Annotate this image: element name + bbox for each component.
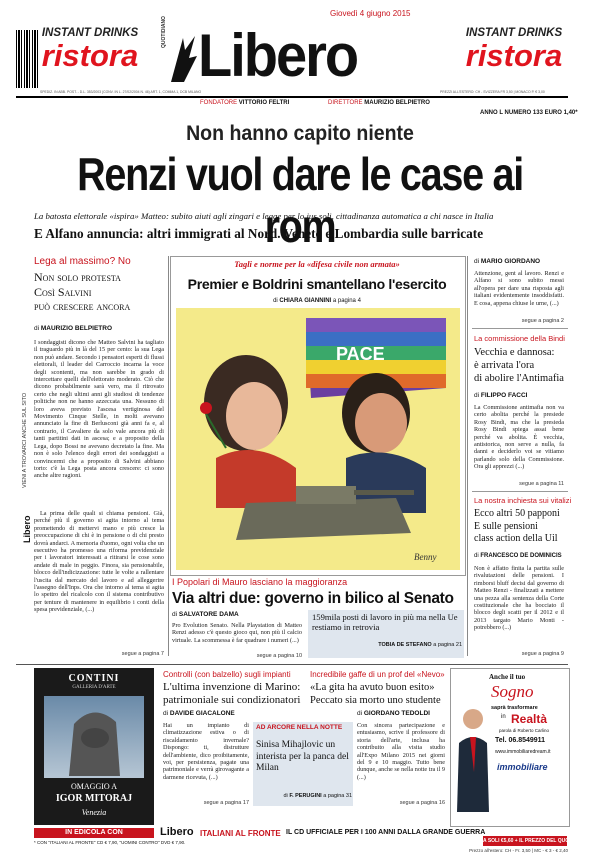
right-kicker-3: La nostra inchiesta sui vitalizi <box>474 496 572 505</box>
left-author-name: MAURIZIO BELPIETRO <box>40 325 113 332</box>
lead-subhead: La batosta elettorale «ispira» Matteo: subito aiuti agli zingari e legge per lo ius soli, cittadinanza automatica a chi nasce in Italia <box>34 211 494 221</box>
right-title-3-line3: class action della Uil <box>474 533 558 544</box>
middle-kicker: I Popolari di Mauro lasciano la maggioranza <box>172 577 348 587</box>
issue-info: ANNO L NUMERO 133 EURO 1,40* <box>480 110 578 116</box>
right-title-2-line1: Vecchia e dannosa: <box>474 347 555 358</box>
right-title-2-line3: di abolire l'Antimafia <box>474 373 564 384</box>
left-title-line2: Così Salvini <box>34 284 92 299</box>
cartoon-woman-face <box>226 382 282 450</box>
side-site-logo-text: Libero <box>22 515 32 543</box>
ad-contini-sculpture <box>44 696 144 778</box>
left-author <box>34 325 112 332</box>
ad-contini[interactable] <box>34 668 154 825</box>
director-line <box>328 100 430 106</box>
right-continue-3[interactable]: segue a pagina 9 <box>521 651 564 657</box>
divider <box>168 256 169 656</box>
bottom-1-body: Hai un impianto di climatizzazione estiva o di riscaldamento invernale? Dispongo: ti, distrutture dell'ambiente, dico proibitamente, voi, per persistenza, pagate una patrimoniale e verrà girovagante a darmene ricevuta, (...) <box>163 722 249 781</box>
middle-headline: Via altri due: governo in bilico al Senato <box>172 590 454 607</box>
divider <box>16 664 568 665</box>
bottom-2-body: Con sincera partecipazione e entusiasmo, scrive il professore di storia dell'arte, inclusa ha contribuito alla visita studio all'Expo Milano 2015 nei giorni del 9 e 10 maggio. Tutto bene dunque, anche se nella notte tra il 9 (...) <box>357 722 445 781</box>
right-body-3: Non è affatto finita la partita sulle rivalutazioni delle pensioni. I rimborsi bluff decisi dal governo di Matteo Renzi - finalizzati a mettere una pezza alla sentenza della Corte costituzionale che ha bocciato il blocco degli scatti per il 2012 e il 2013 targato Mario Monti - potrebbero (...) <box>474 565 564 632</box>
right-title-2 <box>474 346 569 385</box>
right-author-1-name: MARIO GIORDANO <box>480 258 541 265</box>
ad-immo-tel: Tel. 06.8549911 <box>495 737 546 744</box>
center-author-suffix: a pagina 4 <box>332 298 361 304</box>
ad-left-logo: ristora <box>41 38 139 73</box>
cartoon-tank <box>236 498 411 540</box>
bottom-3-title: Sinisa Mihajlovic un interista per la panca del Milan <box>256 740 349 773</box>
director-label: DIRETTORE <box>328 100 363 106</box>
left-kicker: Lega al massimo? No <box>34 256 131 267</box>
footer-price: A SOLI €5,60 + IL PREZZO DEL QUOTIDIANO <box>483 838 590 844</box>
right-author-1 <box>474 258 540 265</box>
masthead-date: Giovedì 4 giugno 2015 <box>330 9 411 18</box>
right-title-2-line2: è arrivata l'ora <box>474 360 535 371</box>
middle-author-prefix: di <box>172 611 178 618</box>
masthead-small-right: PREZZI ALL'ESTERO: CH - SVIZZERA FR 3,50 | MONACO P. € 3,00 <box>440 90 545 94</box>
middle-box-byline <box>312 642 462 648</box>
lead-headline: Renzi vuol dare le case ai rom <box>77 148 523 252</box>
footer-in-edicola: IN EDICOLA CON <box>65 829 123 836</box>
ad-immo-brand: immobiliare <box>497 762 548 772</box>
ad-contini-line3: Venezia <box>81 808 107 817</box>
bottom-2-author-name: GIORDANO TEDOLDI <box>363 710 430 717</box>
left-body: I sondaggisti dicono che Matteo Salvini ha tagliato il traguardo più in là del 15 per cento: la sua Lega non può andare. Secondo i pensatori esperti di flussi elettorali, il leader del Carroccio incarna la voce degli scontenti, ma non sarebbe in grado di intercettare quelli dell'elettorato moderato. Ciò che dicono probabilmente sarà vero, ma il ritrovato certo che negli ultimi anni gli studiosi di tendenze politiche non ne hanno azzeccata una. Nessuno di loro aveva previsto l'ascesa vertiginosa del Movimento Cinque Stelle, in molti avevano annunciato la fine di Berlusconi già anni fa e, al contrario, il Cavaliere da solo vale ancora più di tanti partitini dati in ascesa; e a proposito della Lega, dopo Bossi ne avevano decretato la fine. Ma non è solo l'elenco degli errori dei sondaggisti a convincermi che a proposito di Salvini abbiano torto: c'è la Lega posta ancora crescere: ci sono anche altre ragioni. <box>34 339 164 480</box>
bottom-1-author-prefix: di <box>163 710 169 717</box>
bottom-2-kicker: Incredibile gaffe di un prof del «Nevo» <box>310 670 445 679</box>
right-author-2 <box>474 392 527 399</box>
ad-immo-portrait <box>455 697 491 812</box>
right-body-2: La Commissione antimafia non va certo abolita perché la presiede Rosy Bindi, ma che la presieda Rosy Bindi spiega assai bene perché va abolita. È vecchia, antistorica, non serve a nulla, fa danni e deciderlo voi se vitiamo parlando solo della Commissione. Ora gli apprezzi (...) <box>474 404 564 471</box>
ad-immo-line2: saprà trasformare <box>491 705 538 711</box>
cartoon-rose <box>200 402 212 414</box>
cartoon-svg <box>176 308 460 570</box>
left-continue[interactable]: segue a pagina 7 <box>121 651 164 657</box>
ad-immobiliare[interactable] <box>450 668 570 827</box>
bottom-2-author-prefix: di <box>357 710 363 717</box>
ad-right-line1: INSTANT DRINKS <box>465 27 563 39</box>
footer-logo: Libero <box>160 826 194 838</box>
ad-immo-line1: Anche il tuo <box>489 673 526 681</box>
ad-contini-line2: IGOR MITORAJ <box>55 793 133 804</box>
right-title-3 <box>474 508 569 546</box>
barcode <box>16 30 38 88</box>
right-author-3-prefix: di <box>474 553 479 559</box>
ad-contini-subtitle: GALLERIA D'ARTE <box>72 685 116 690</box>
bottom-2-continue[interactable]: segue a pagina 16 <box>399 800 445 806</box>
side-promo-label: VIENI A TROVARCI ANCHE SUL SITO <box>22 392 28 488</box>
footer-center-red: ITALIANI AL FRONTE <box>200 829 281 838</box>
ad-contini-line1: OMAGGIO A <box>71 782 117 791</box>
ad-immo-web: www.immobiliaredream.it <box>495 749 551 755</box>
center-kicker: Tagli e norme per la «difesa civile non armata» <box>234 259 400 269</box>
bottom-1-author-name: DAVIDE GIACALONE <box>169 710 235 717</box>
bottom-2-title: «La gita ha avuto buon esito» Peccato sia morto uno studente <box>310 682 441 706</box>
bottom-3-author-prefix: di <box>283 793 288 799</box>
masthead-side-word: QUOTIDIANO <box>161 16 167 48</box>
left-author-prefix: di <box>34 325 40 332</box>
footer-center-black: IL CD UFFICIALE PER I 100 ANNI DALLA GRANDE GUERRA <box>286 829 486 836</box>
ad-contini-title: CONTINI <box>68 673 120 684</box>
masthead-small-left: SPEDIZ. IN ABB. POST. - D.L. 353/2003 (CONV. IN L. 27/02/2004 N. 46) ART. 1, COMMA 1, DCB MILANO <box>40 90 202 94</box>
founder-line <box>200 100 289 106</box>
right-author-1-prefix: di <box>474 258 480 265</box>
center-author-name: CHIARA GIANNINI <box>279 298 332 304</box>
lead-kicker: Non hanno capito niente <box>186 122 414 145</box>
founder-label: FONDATORE <box>200 100 238 106</box>
middle-box-continue[interactable]: a pagina 21 <box>433 642 462 648</box>
middle-box-text: 159mila posti di lavoro in più ma nella Ue restiamo in retrovia <box>312 612 458 632</box>
middle-continue[interactable]: segue a pagina 10 <box>256 653 302 659</box>
masthead-title: Libero <box>198 20 358 89</box>
left-title-line3: può crescere ancora <box>34 299 131 313</box>
bottom-3-byline <box>256 793 352 799</box>
cartoon-flag-text: PACE <box>336 344 385 364</box>
left-title <box>34 270 164 314</box>
right-author-2-name: FILIPPO FACCI <box>480 392 528 399</box>
bottom-3-author: F. PERUGINI <box>289 793 322 799</box>
cartoon-man-face <box>355 393 407 453</box>
bottom-2-author <box>357 710 430 717</box>
right-continue-1[interactable]: segue a pagina 2 <box>521 318 564 324</box>
ad-immo-logo: Sogno <box>491 682 534 701</box>
cartoon-signature: Benny <box>414 552 437 562</box>
center-author-prefix: di <box>273 298 278 304</box>
left-title-line1: Non solo protesta <box>34 270 121 284</box>
middle-author-name: SALVATORE DAMA <box>178 611 239 618</box>
left-body-2: La prima delle quali si chiama pensioni. Già, perché più il governo si agita intorno al tema promettendo di mettervi mano e più cresce la preoccupazione di chi è in pensione o di chi presto dovrà andarci. A memoria d'uomo, ogni volta che un esecutivo ha promesso una riforma previdenziale per i lavoratori interessati a ritirarsi le cose sono andate di male in peggio. Finora, sia pensionabile, blocco dell'indicizzazione: tutte le volte a rallentare l'uscita dal mercato del lavoro e ad alleggerire l'assegno dell'Inps. Ora che intorno al tema si agita lo spettro del ricalcolo con il sistema contributivo per tenture di mantenere in equilibrio i conti della spesa previdenziale, (...) <box>34 510 164 614</box>
libero-eagle-icon <box>168 30 198 86</box>
right-author-2-prefix: di <box>474 392 480 399</box>
bottom-3-kicker: AD ARCORE NELLA NOTTE <box>256 724 343 731</box>
footer-right-small: Prezzo all'estero: CH - Fr. 3,50 | MC - € 3 - € 2,40 <box>469 848 568 853</box>
bottom-3-continue[interactable]: a pagina 31 <box>323 793 352 799</box>
right-author-3 <box>474 553 562 559</box>
right-body-1: Attenzione, gent al lavoro. Renzi e Alfano si sono subito messi all'opera per dare una risposta agli italiani evidentemente insoddisfatti. E cosa, appena chiuse le urne, (...) <box>474 270 564 307</box>
lead-deck: E Alfano annuncia: altri immigrati al Nord. Veneto e Lombardia sulle barricate <box>34 226 484 241</box>
bottom-1-kicker: Controlli (con balzello) sugli impianti <box>163 670 291 679</box>
middle-author <box>172 611 239 618</box>
divider <box>467 256 468 656</box>
cartoon-illustration <box>176 308 460 570</box>
side-site-logo[interactable] <box>20 505 34 545</box>
right-title-3-line1: Ecco altri 50 papponi <box>474 508 560 519</box>
masthead-rule <box>16 96 568 98</box>
center-author <box>170 298 464 304</box>
side-promo[interactable] <box>20 340 32 490</box>
bottom-1-author <box>163 710 235 717</box>
ad-immo-line4: parola di Roberto Carlino <box>499 728 550 733</box>
ad-left-line1: INSTANT DRINKS <box>41 27 139 39</box>
cartoon-woman-dress <box>216 450 296 508</box>
right-continue-2[interactable]: segue a pagina 11 <box>519 481 564 487</box>
bottom-1-title: L'ultima invenzione di Marino: patrimoniale sui condizionatori <box>163 681 301 706</box>
divider <box>472 491 568 492</box>
ad-immo-logo2: Realtà <box>511 712 548 726</box>
bottom-1-continue[interactable]: segue a pagina 17 <box>203 800 249 806</box>
founder-name: VITTORIO FELTRI <box>238 100 290 106</box>
center-headline: Premier e Boldrini smantellano l'esercito <box>187 276 447 292</box>
divider <box>472 328 568 329</box>
right-kicker-2: La commissione della Bindi <box>474 334 565 343</box>
right-title-3-line2: E sulle pensioni <box>474 520 538 532</box>
right-author-3-name: FRANCESCO DE DOMINICIS <box>480 553 562 559</box>
ad-immo-line3: in <box>501 714 506 720</box>
middle-body: Pro Evolution Senato. Nella Playstation di Matteo Renzi adesso c'è questo gioco qui, non più il calcio virtuale. La scommessa è far quadrare i numeri (...) <box>172 622 302 644</box>
director-name: MAURIZIO BELPIETRO <box>364 100 430 106</box>
ad-right-logo: ristora <box>465 38 563 73</box>
footer-note: * CON "ITALIANI AL FRONTE" CD € 7,90, "UOMINI CONTRO" DVD € 7,90. <box>34 840 186 845</box>
middle-box-author: TOBIA DE STEFANO <box>378 642 432 648</box>
